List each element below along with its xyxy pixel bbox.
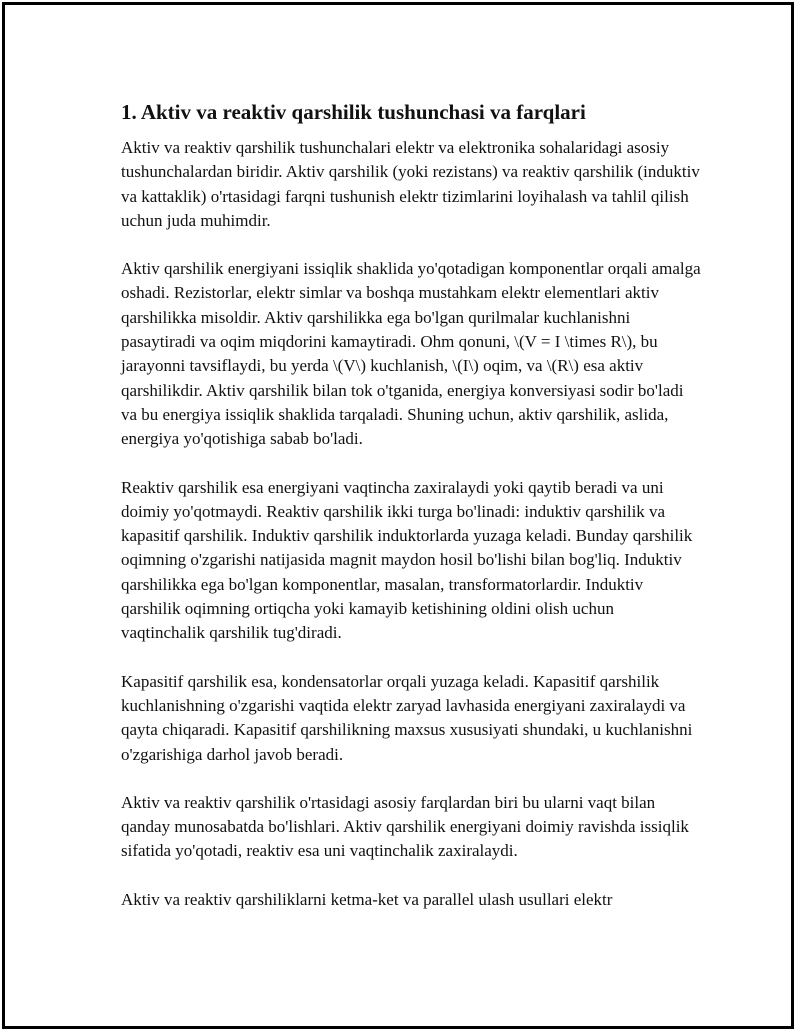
paragraph-connection-methods: Aktiv va reaktiv qarshiliklarni ketma-ket va parallel ulash usullari elektr [121, 889, 613, 909]
paragraph-capacitive-resistance: Kapasitif qarshilik esa, kondensatorlar orqali yuzaga keladi. Kapasitif qarshilik kuchlanishning o'zgarishi vaqtida elektr zaryad lavhasida energiyani zaxiralaydi va qayta chiqaradi. Kapasitif qarshilikning maxsus xususiyati shundaki, u kuchlanishni o'zgarishiga darhol javob beradi. [121, 671, 693, 764]
document-body [121, 98, 701, 936]
section-heading: 1. Aktiv va reaktiv qarshilik tushunchasi va farqlari [121, 100, 586, 124]
paragraph-reactive-resistance: Reaktiv qarshilik esa energiyani vaqtincha zaxiralaydi yoki qaytib beradi va uni doimiy yo'qotmaydi. Reaktiv qarshilik ikki turga bo'linadi: induktiv qarshilik va kapasitif qarshilik. Induktiv qarshilik induktorlarda yuzaga keladi. Bunday qarshilik oqimning o'zgarishi natijasida magnit maydon hosil bo'lishi bilan bog'liq. Induktiv qarshilikka ega bo'lgan komponentlar, masalan, transformatorlardir. Induktiv qarshilik oqimning ortiqcha yoki kamayib ketishining oldini olish uchun vaqtinchalik qarshilik tug'diradi. [121, 477, 693, 643]
paragraph-active-resistance: Aktiv qarshilik energiyani issiqlik shaklida yo'qotadigan komponentlar orqali amalga oshadi. Rezistorlar, elektr simlar va boshqa mustahkam elektr elementlari aktiv qarshilikka misoldir. Aktiv qarshilikka ega bo'lgan qurilmalar kuchlanishni pasaytiradi va oqim miqdorini kamaytiradi. Ohm qonuni, \(V = I \times R\), bu jarayonni tavsiflaydi, bu yerda \(V\) kuchlanish, \(I\) oqim, va \(R\) esa aktiv qarshilikdir. Aktiv qarshilik bilan tok o'tganida, energiya konversiyasi sodir bo'ladi va bu energiya issiqlik shaklida tarqaladi. Shuning uchun, aktiv qarshilik, aslida, energiya yo'qotishiga sabab bo'ladi. [121, 259, 701, 449]
paragraph-intro: Aktiv va reaktiv qarshilik tushunchalari elektr va elektronika sohalaridagi asosiy tushunchalardan biridir. Aktiv qarshilik (yoki rezistans) va reaktiv qarshilik (induktiv va kattaklik) o'rtasidagi farqni tushunish elektr tizimlarini loyihalash va tahlil qilish uchun juda muhimdir. [121, 138, 700, 230]
paragraph-differences: Aktiv va reaktiv qarshilik o'rtasidagi asosiy farqlardan biri bu ularni vaqt bilan qanday munosabatda bo'lishlari. Aktiv qarshilik energiyani doimiy ravishda issiqlik sifatida yo'qotadi, reaktiv esa uni vaqtinchalik zaxiralaydi. [121, 792, 689, 861]
page-frame [2, 2, 794, 1029]
